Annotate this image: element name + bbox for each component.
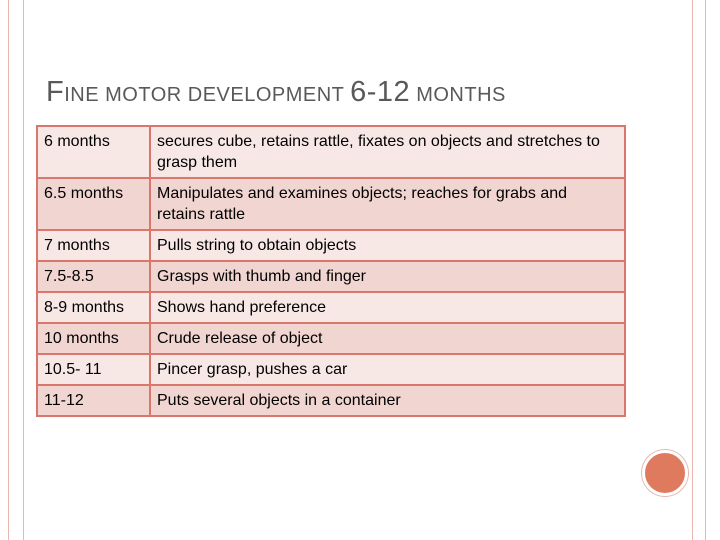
table-row	[37, 178, 625, 230]
age-cell: 6 months	[37, 126, 150, 178]
decorative-circle	[642, 450, 688, 496]
table-row	[37, 354, 625, 385]
skill-cell: Pincer grasp, pushes a car	[150, 354, 625, 385]
skill-cell: Pulls string to obtain objects	[150, 230, 625, 261]
table-row	[37, 230, 625, 261]
table-row	[37, 126, 625, 178]
fine-motor-table	[36, 125, 626, 417]
skill-cell: Crude release of object	[150, 323, 625, 354]
age-cell: 11-12	[37, 385, 150, 416]
table-row	[37, 261, 625, 292]
title-text-main: INE MOTOR DEVELOPMENT	[64, 84, 351, 106]
title-text-months: MONTHS	[410, 84, 506, 106]
age-cell: 10.5- 11	[37, 354, 150, 385]
table-row	[37, 292, 625, 323]
age-cell: 6.5 months	[37, 178, 150, 230]
slide-title	[46, 76, 506, 109]
left-border-decoration	[8, 0, 24, 540]
right-border-decoration	[692, 0, 706, 540]
skill-cell: Puts several objects in a container	[150, 385, 625, 416]
title-initial-cap: F	[46, 76, 65, 108]
skill-cell: Manipulates and examines objects; reaches for grabs and retains rattle	[150, 178, 625, 230]
age-cell: 7.5-8.5	[37, 261, 150, 292]
skill-cell: secures cube, retains rattle, fixates on objects and stretches to grasp them	[150, 126, 625, 178]
skill-cell: Grasps with thumb and finger	[150, 261, 625, 292]
table-row	[37, 323, 625, 354]
age-cell: 8-9 months	[37, 292, 150, 323]
table-row	[37, 385, 625, 416]
age-cell: 10 months	[37, 323, 150, 354]
title-age-range: 6-12	[350, 76, 411, 108]
age-cell: 7 months	[37, 230, 150, 261]
skill-cell: Shows hand preference	[150, 292, 625, 323]
